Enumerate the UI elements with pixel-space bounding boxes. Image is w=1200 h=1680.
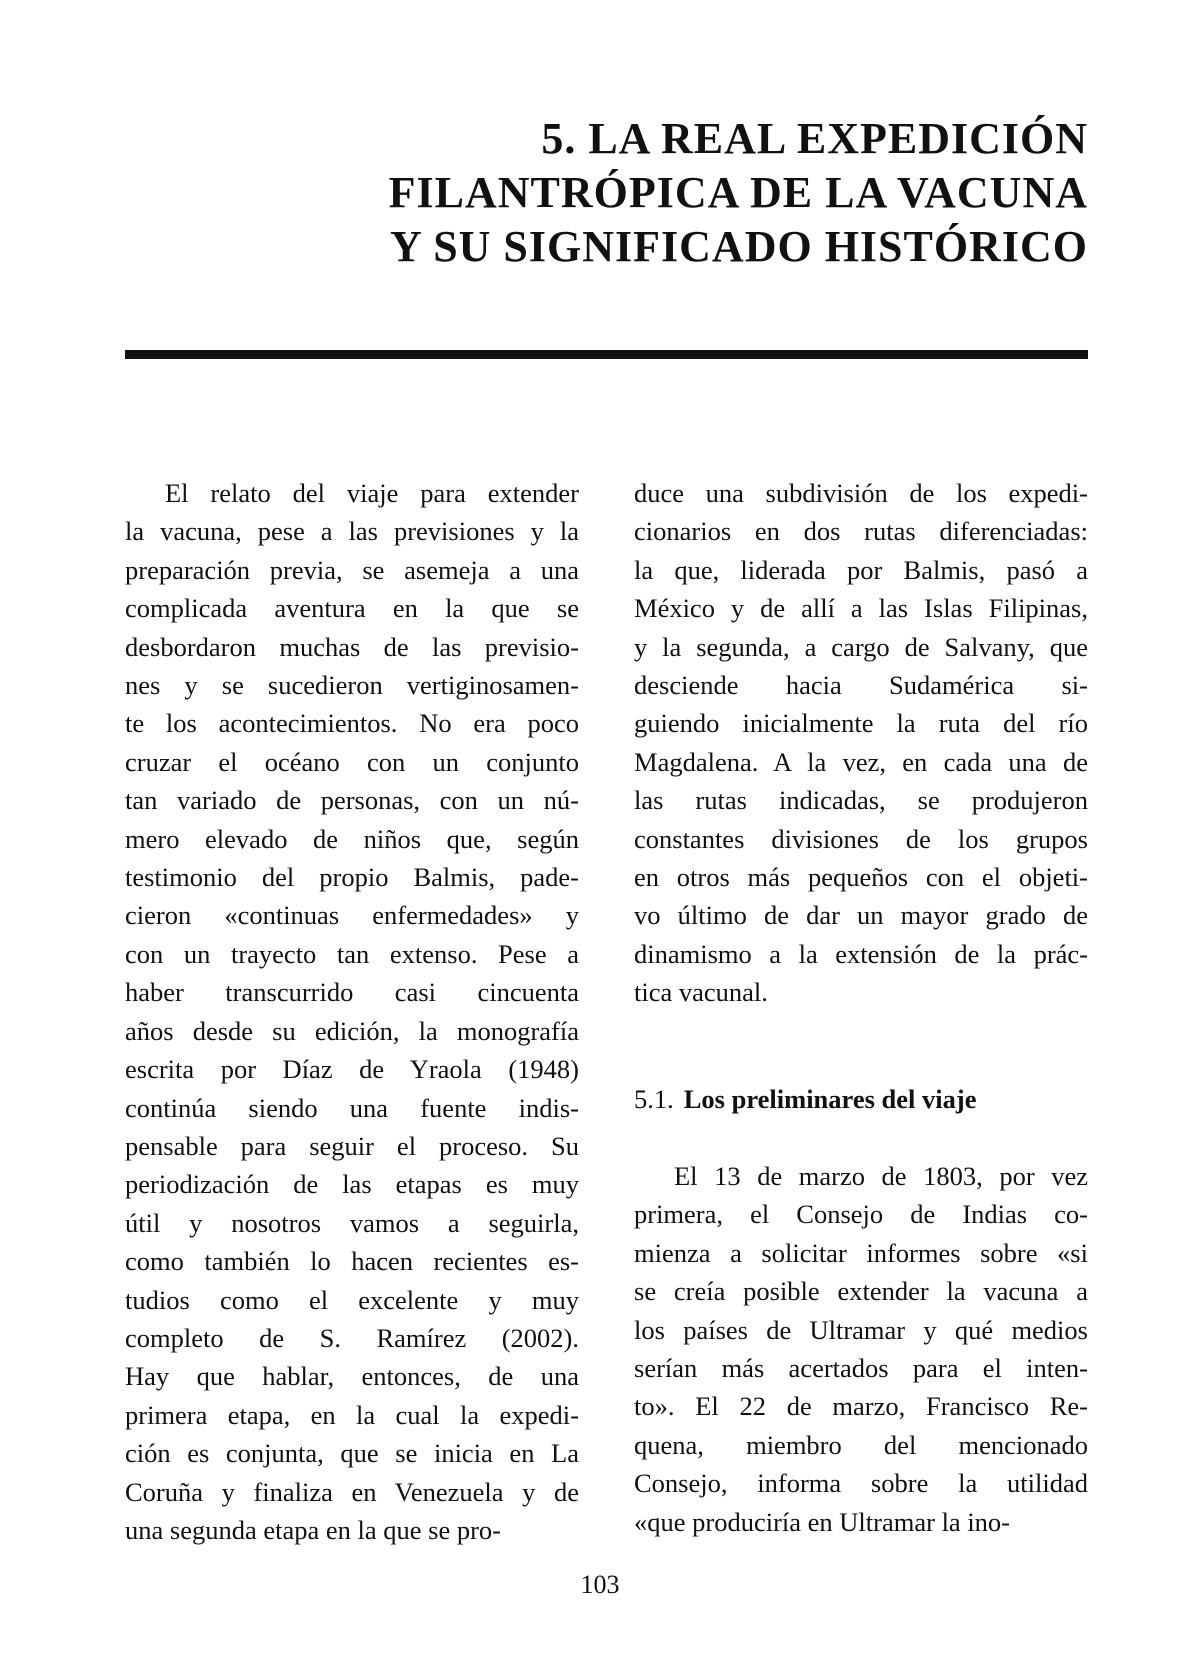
text-line: haber transcurrido casi cincuenta bbox=[125, 977, 579, 1008]
text-line: Magdalena. A la vez, en cada una de bbox=[634, 746, 1088, 777]
text-line: cionarios en dos rutas diferenciadas: bbox=[634, 516, 1088, 547]
text-line: los países de Ultramar y qué medios bbox=[634, 1314, 1088, 1345]
text-line: una segunda etapa en la que se pro- bbox=[125, 1514, 501, 1545]
text-line: serían más acertados para el inten- bbox=[634, 1353, 1088, 1384]
title-line: FILANTRÓPICA DE LA VACUNA bbox=[388, 168, 1088, 217]
text-line: la vacuna, pese a las previsiones y la bbox=[125, 516, 579, 547]
text-line: to». El 22 de marzo, Francisco Re- bbox=[634, 1391, 1088, 1422]
text-line: desbordaron muchas de las previsio- bbox=[125, 631, 579, 662]
text-line: primera, el Consejo de Indias co- bbox=[634, 1199, 1088, 1230]
text-line: años desde su edición, la monografía bbox=[125, 1015, 579, 1046]
text-line: «que produciría en Ultramar la ino- bbox=[634, 1506, 1011, 1537]
text-line: y la segunda, a cargo de Salvany, que bbox=[634, 631, 1088, 662]
text-line: te los acontecimientos. No era poco bbox=[125, 708, 579, 739]
text-line: escrita por Díaz de Yraola (1948) bbox=[125, 1054, 579, 1085]
text-line: quena, miembro del mencionado bbox=[634, 1429, 1088, 1460]
section-number: 5.1. bbox=[634, 1084, 674, 1114]
right-text-column-top bbox=[634, 474, 1088, 1012]
text-line: las rutas indicadas, se produjeron bbox=[634, 785, 1088, 816]
text-line: pensable para seguir el proceso. Su bbox=[125, 1130, 579, 1161]
text-line: primera etapa, en la cual la expedi- bbox=[125, 1399, 579, 1430]
text-line: vo último de dar un mayor grado de bbox=[634, 900, 1088, 931]
title-line: 5. LA REAL EXPEDICIÓN bbox=[541, 114, 1088, 163]
text-line: útil y nosotros vamos a seguirla, bbox=[125, 1207, 579, 1238]
chapter-title bbox=[88, 112, 1088, 274]
text-line: guiendo inicialmente la ruta del río bbox=[634, 708, 1088, 739]
text-line: Consejo, informa sobre la utilidad bbox=[634, 1468, 1088, 1499]
text-line: duce una subdivisión de los expedi- bbox=[634, 478, 1088, 508]
text-line: en otros más pequeños con el objeti- bbox=[634, 862, 1088, 893]
text-line: testimonio del propio Balmis, pade- bbox=[125, 862, 579, 893]
text-line: continúa siendo una fuente indis- bbox=[125, 1092, 579, 1123]
text-line: desciende hacia Sudamérica si- bbox=[634, 670, 1088, 701]
text-line: El relato del viaje para extender bbox=[165, 478, 579, 508]
text-line: con un trayecto tan extenso. Pese a bbox=[125, 938, 579, 969]
text-line: tan variado de personas, con un nú- bbox=[125, 785, 579, 816]
text-line: tudios como el excelente y muy bbox=[125, 1284, 579, 1315]
right-text-column-bottom bbox=[634, 1157, 1088, 1541]
text-line: México y de allí a las Islas Filipinas, bbox=[634, 593, 1088, 624]
left-text-column bbox=[125, 474, 579, 1549]
text-line: complicada aventura en la que se bbox=[125, 593, 579, 624]
page-number: 103 bbox=[580, 1570, 620, 1599]
section-title: Los preliminares del viaje bbox=[683, 1084, 977, 1114]
text-line: El 13 de marzo de 1803, por vez bbox=[674, 1161, 1088, 1191]
text-line: tica vacunal. bbox=[634, 977, 768, 1008]
text-line: se creía posible extender la vacuna a bbox=[634, 1276, 1088, 1307]
text-line: constantes divisiones de los grupos bbox=[634, 823, 1088, 854]
text-line: Coruña y finaliza en Venezuela y de bbox=[125, 1476, 579, 1507]
title-line: Y SU SIGNIFICADO HISTÓRICO bbox=[390, 222, 1088, 271]
text-line: periodización de las etapas es muy bbox=[125, 1169, 579, 1200]
text-line: nes y se sucedieron vertiginosamen- bbox=[125, 670, 579, 701]
text-line: dinamismo a la extensión de la prác- bbox=[634, 938, 1088, 969]
text-line: la que, liderada por Balmis, pasó a bbox=[634, 554, 1088, 585]
text-line: completo de S. Ramírez (2002). bbox=[125, 1322, 579, 1353]
text-line: mienza a solicitar informes sobre «si bbox=[634, 1237, 1088, 1268]
section-heading bbox=[634, 1080, 1088, 1118]
text-line: mero elevado de niños que, según bbox=[125, 823, 579, 854]
title-divider bbox=[125, 350, 1088, 359]
text-line: Hay que hablar, entonces, de una bbox=[125, 1361, 579, 1392]
text-line: cieron «continuas enfermedades» y bbox=[125, 900, 579, 931]
text-line: ción es conjunta, que se inicia en La bbox=[125, 1438, 579, 1469]
text-line: preparación previa, se asemeja a una bbox=[125, 554, 579, 585]
text-line: cruzar el océano con un conjunto bbox=[125, 746, 579, 777]
text-line: como también lo hacen recientes es- bbox=[125, 1246, 579, 1277]
